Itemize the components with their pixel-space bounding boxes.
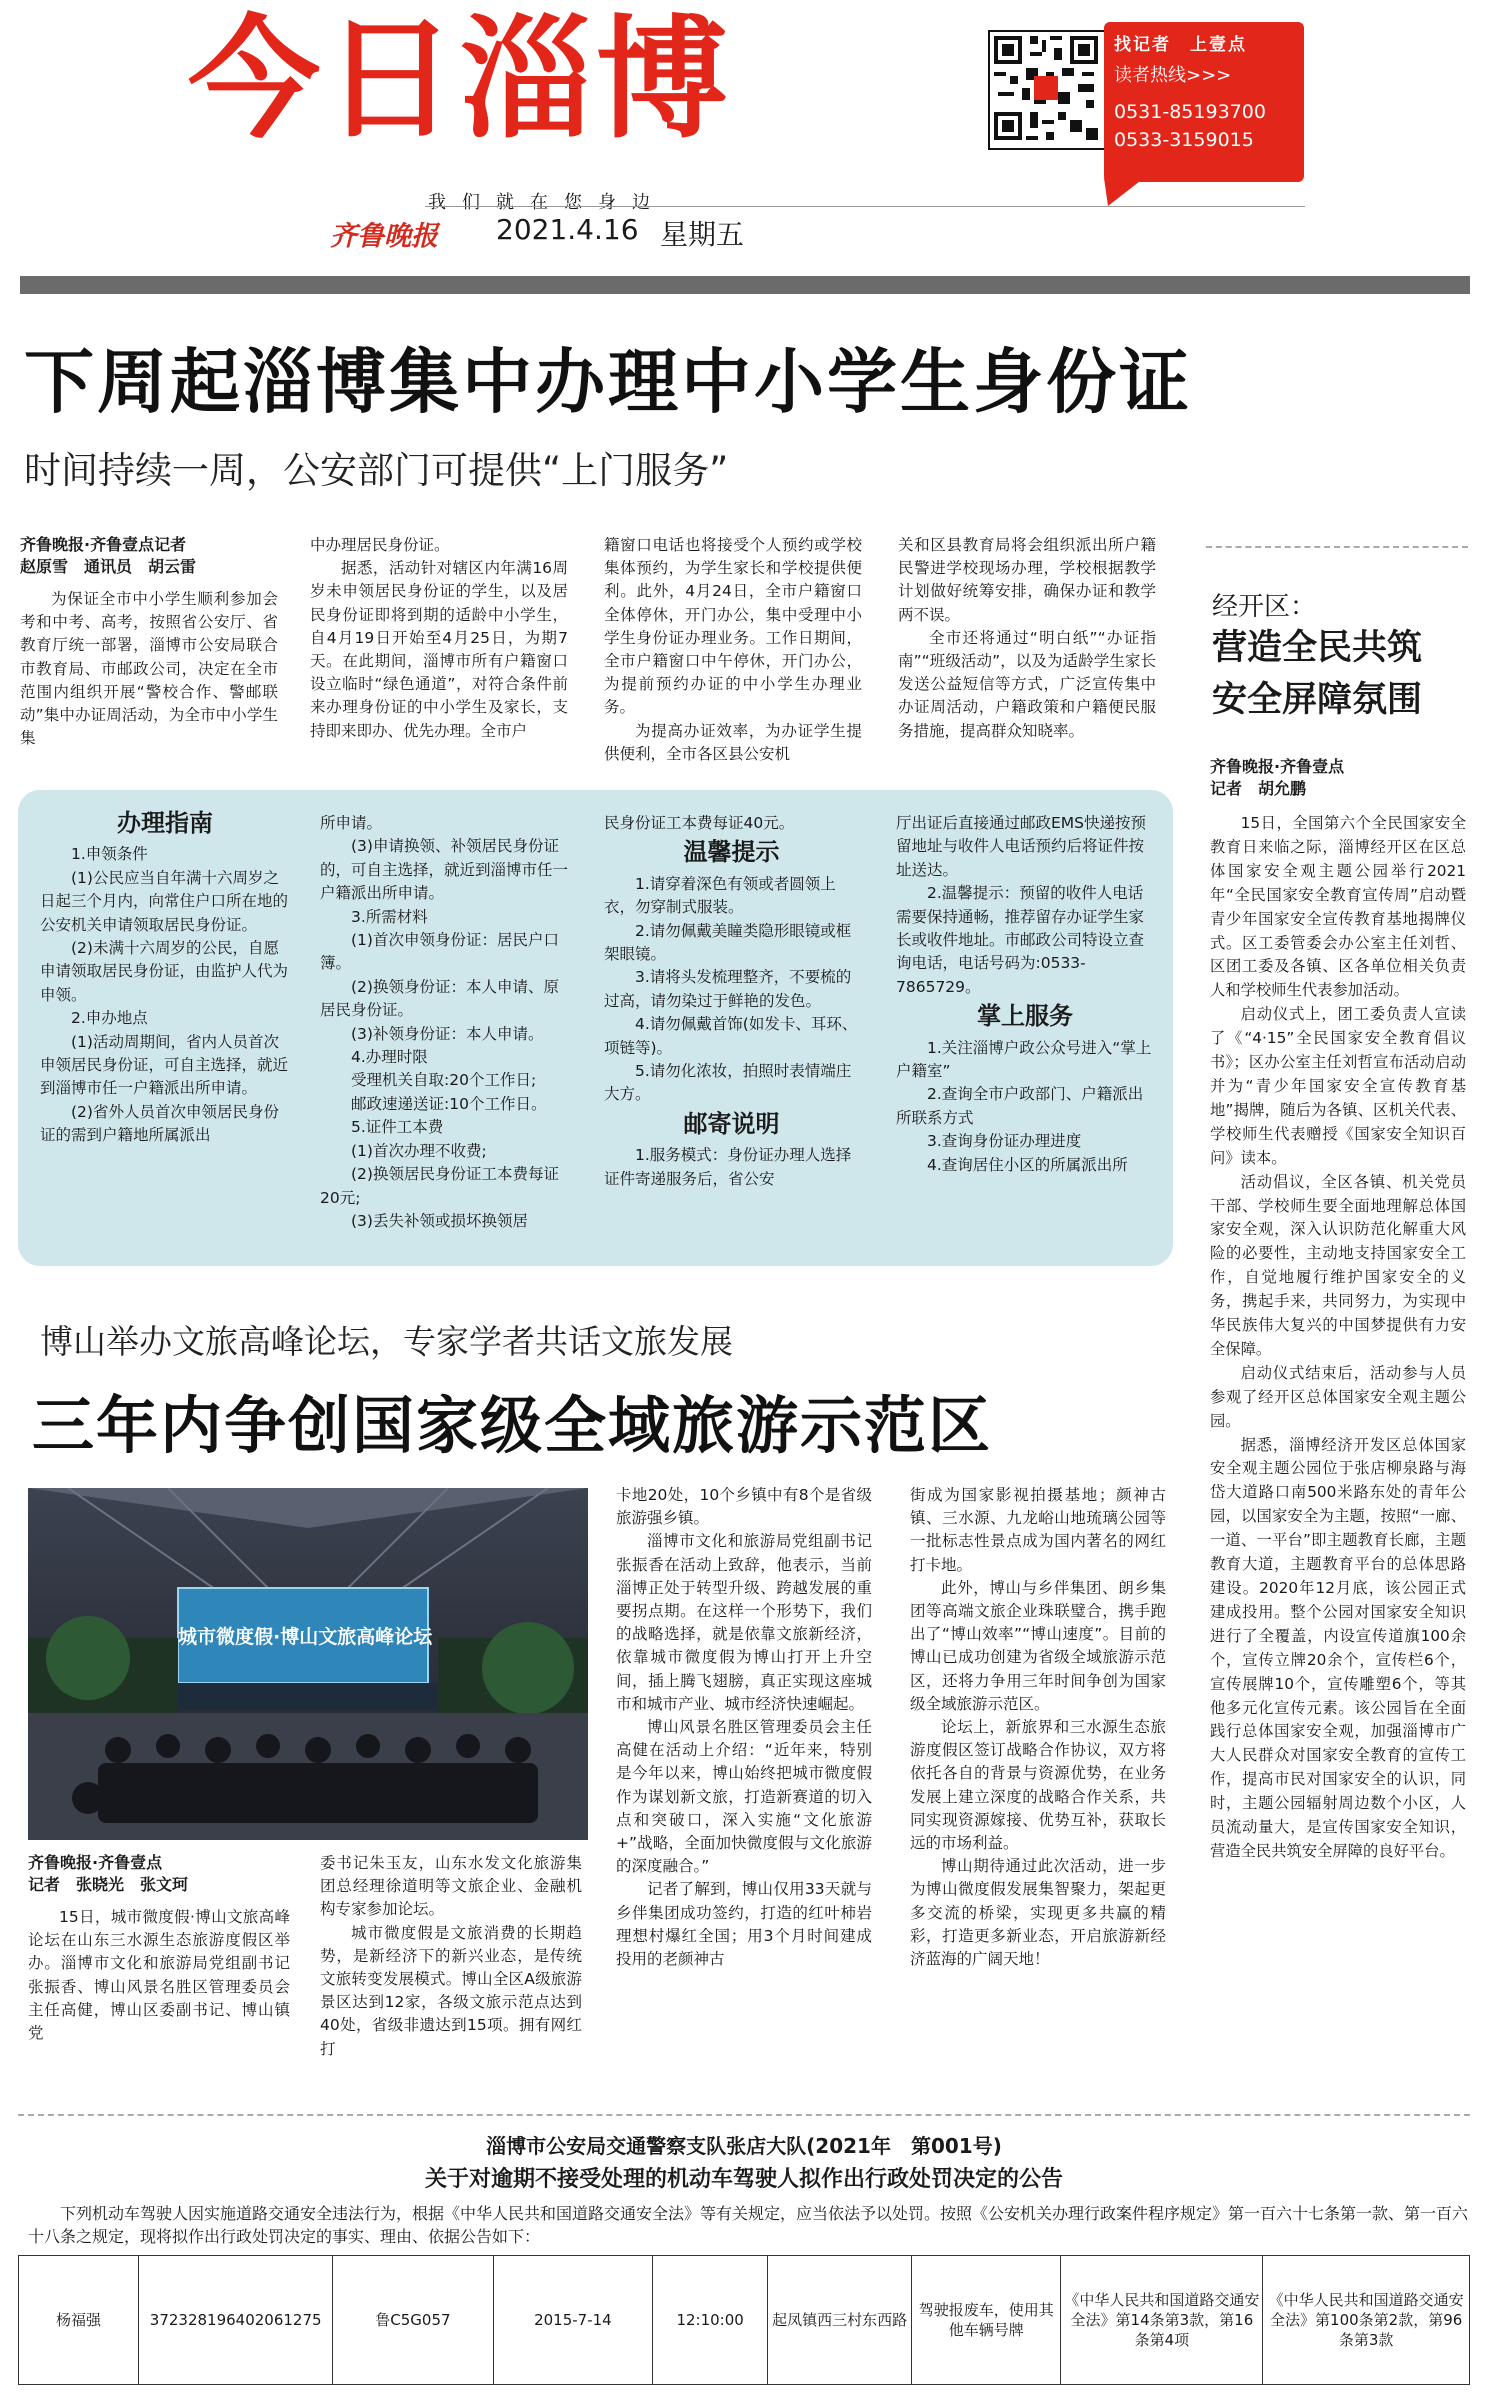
contact-phone-1[interactable]: 0531-85193700 bbox=[1114, 101, 1266, 123]
masthead-title: 今日淄博 bbox=[188, 3, 732, 157]
guide-line: (2)未满十六周岁的公民，自愿申请领取居民身份证，由监护人代为申领。 bbox=[40, 939, 289, 1004]
table-cell: 372328196402061275 bbox=[139, 2256, 333, 2385]
main-paragraph: 全市还将通过“明白纸”“办证指南”“班级活动”，以及为适龄学生家长发送公益短信等方式，广泛宣传集中办证周活动，户籍政策和户籍便民服务措施，提高群众知晓率。 bbox=[898, 628, 1156, 740]
main-col-3 bbox=[604, 534, 862, 766]
forum-photo-banner: 城市微度假·博山文旅高峰论坛 bbox=[178, 1626, 433, 1648]
guide-col-3 bbox=[604, 812, 859, 1191]
main-byline-2: 赵原雪 通讯员 胡云雷 bbox=[20, 557, 197, 576]
sidebar-paragraph: 启动仪式结束后，活动参与人员参观了经开区总体国家安全观主题公园。 bbox=[1210, 1363, 1466, 1430]
main-col-2 bbox=[310, 534, 568, 743]
main-paragraph: 为保证全市中小学生顺利参加会考和中考、高考，按照省公安厅、省教育厅统一部署，淄博市公安局联合市教育局、市邮政公司，决定在全市范围内组织开展“警校合作、警邮联动”集中办证周活动，为全市中小学生集 bbox=[20, 590, 278, 748]
sidebar-byline-2: 记者 胡允鹏 bbox=[1210, 779, 1307, 798]
guide-line: (1)活动周期间，省内人员首次申领居民身份证，可自主选择，就近到淄博市任一户籍派出所申请。 bbox=[40, 1032, 289, 1098]
sidebar-paragraph: 15日，全国第六个全民国家安全教育日来临之际，淄博经开区在区总体国家安全观主题公园举行2021年“全民国家安全教育宣传周”启动暨青少年国家安全宣传教育基地揭牌仪式。区工委管委会办公室主任刘哲、区团工委及各镇、区各单位相关负责人和学校师生代表参加活动。 bbox=[1210, 814, 1466, 1000]
sidebar-paragraph: 据悉，淄博经济开发区总体国家安全观主题公园位于张店柳泉路与海岱大道路口南500米路东处的青年公园，以国家安全为主题，按照“一廊、一道、一平台”即主题教育长廊，主题教育大道，主题教育平台的总体思路建设。2020年12月底，该公园正式建成投用。整个公园对国家安全知识进行了全覆盖，内设宣传道旗100余个，宣传立牌20余个，宣传栏6个，宣传展牌10个，宣传雕塑6个，等其他多元化宣传元素。该公园旨在全面践行总体国家安全观，加强淄博市广大人民群众对国家安全教育的宣传工作，提高市民对国家安全的认识，同时，主题公园辐射周边数个小区，人员流动量大，是宣传国家安全知识，营造全民共筑安全屏障的良好平台。 bbox=[1210, 1435, 1466, 1860]
main-headline: 下周起淄博集中办理中小学生身份证 bbox=[24, 341, 1192, 423]
guide-line: 所申请。 bbox=[320, 814, 383, 832]
guide-line: (3)申请换领、补领居民身份证的，可自主选择，就近到淄博市任一户籍派出所申请。 bbox=[320, 837, 569, 903]
table-cell: 《中华人民共和国道路交通安全法》第100条第2款，第96条第3款 bbox=[1263, 2256, 1470, 2385]
table-cell: 驾驶报废车，使用其他车辆号牌 bbox=[912, 2256, 1061, 2385]
notice-title-2: 关于对逾期不接受处理的机动车驾驶人拟作出行政处罚决定的公告 bbox=[424, 2167, 1063, 2192]
guide-line: 2.申办地点 bbox=[71, 1009, 148, 1028]
guide-line: 2.请勿佩戴美瞳类隐形眼镜或框架眼镜。 bbox=[604, 921, 852, 964]
sidebar-article bbox=[1210, 756, 1466, 1864]
second-col-1 bbox=[28, 1852, 290, 2045]
issue-date: 2021.4.16 bbox=[496, 213, 639, 246]
guide-line: 4.请勿佩戴首饰(如发卡、耳环、项链等)。 bbox=[604, 1015, 858, 1057]
guide-line: 3.所需材料 bbox=[351, 907, 428, 926]
table-cell: 《中华人民共和国道路交通安全法》第14条第3款，第16条第4项 bbox=[1061, 2256, 1263, 2385]
guide-line: 3.查询身份证办理进度 bbox=[927, 1132, 1082, 1151]
guide-line: (2)省外人员首次申领居民身份证的需到户籍地所属派出 bbox=[40, 1102, 279, 1145]
second-headline: 三年内争创国家级全域旅游示范区 bbox=[32, 1389, 993, 1462]
issue-weekday: 星期五 bbox=[660, 218, 745, 251]
forum-photo-graphic bbox=[28, 1488, 588, 1840]
tips-title: 温馨提示 bbox=[683, 838, 780, 867]
sidebar-paragraph: 活动倡议，全区各镇、机关党员干部、学校师生要全面地理解总体国家安全观，深入认识防范化解重大风险的必要性，主动地支持国家安全工作，自觉地履行维护国家安全的义务，携起手来，共同努力，为实现中华民族伟大复兴的中国梦提供有力安全保障。 bbox=[1210, 1172, 1466, 1358]
table-cell: 起凤镇西三村东西路 bbox=[768, 2256, 912, 2385]
main-paragraph: 中办理居民身份证。 bbox=[310, 536, 450, 554]
guide-line: (1)首次申领身份证：居民户口簿。 bbox=[320, 931, 559, 973]
contact-box bbox=[1104, 22, 1304, 182]
sidebar-byline-1: 齐鲁晚报·齐鲁壹点 bbox=[1210, 757, 1345, 776]
guide-line: 1.服务模式：身份证办理人选择证件寄递服务后，省公安 bbox=[604, 1146, 852, 1188]
second-paragraph: 淄博市文化和旅游局党组副书记张振香在活动上致辞，他表示，当前淄博正处于转型升级、跨越发展的重要拐点期。在这样一个形势下，我们的战略选择，就是依靠文旅新经济，依靠城市微度假为博山打开上升空间，插上腾飞翅膀，真正实现这座城市和城市产业、城市经济快速崛起。 bbox=[616, 1532, 872, 1713]
notice-body: 下列机动车驾驶人因实施道路交通安全违法行为，根据《中华人民共和国道路交通安全法》等有关规定，应当依法予以处罚。按照《公安机关办理行政案件程序规定》第一百六十七条第一款、第一百六十八条之规定，现将拟作出行政处罚决定的事实、理由、依据公告如下： bbox=[28, 2204, 1469, 2246]
speech-tail-icon bbox=[1104, 178, 1144, 208]
sidebar-title-line-2: 安全屏障氛围 bbox=[1212, 680, 1423, 720]
guide-line: 受理机关自取:20个工作日; bbox=[351, 1071, 537, 1090]
second-col-4 bbox=[910, 1484, 1166, 1971]
table-cell: 鲁C5G057 bbox=[333, 2256, 493, 2385]
main-paragraph: 关和区县教育局将会组织派出所户籍民警进学校现场办理，学校根据教学计划做好统筹安排，确保办证和教学两不误。 bbox=[898, 536, 1156, 624]
second-paragraph: 此外，博山与乡伴集团、朗乡集团等高端文旅企业珠联璧合，携手跑出了“博山效率”“博山速度”。目前的博山已成功创建为省级全域旅游示范区，还将力争用三年时间争创为国家级全域旅游示范区。 bbox=[910, 1578, 1166, 1713]
guide-line: (3)丢失补领或损坏换领居 bbox=[351, 1211, 528, 1230]
second-paragraph: 委书记朱玉友，山东水发文化旅游集团总经理徐道明等文旅企业、金融机构专家参加论坛。 bbox=[320, 1854, 582, 1919]
contact-phone-2[interactable]: 0533-3159015 bbox=[1114, 129, 1254, 151]
service-title: 掌上服务 bbox=[977, 1002, 1073, 1031]
main-paragraph: 为提高办证效率，为办证学生提供便利，全市各区县公安机 bbox=[604, 721, 862, 763]
paper-logo: 齐鲁晚报 bbox=[330, 221, 438, 252]
guide-line: (1)首次办理不收费; bbox=[351, 1141, 487, 1160]
main-byline-1: 齐鲁晚报·齐鲁壹点记者 bbox=[20, 535, 187, 554]
guide-line: 5.证件工本费 bbox=[351, 1118, 444, 1137]
main-paragraph: 据悉，活动针对辖区内年满16周岁未申领居民身份证的学生，以及居民身份证即将到期的适龄中小学生，自4月19日开始至4月25日，为期7天。在此期间，淄博市所有户籍窗口设立临时“绿色通道”，对符合条件前来办理身份证的中小学生及家长，支持即来即办、优先办理。全市户 bbox=[310, 559, 568, 740]
notice-title-1: 淄博市公安局交通警察支队张店大队(2021年 第001号) bbox=[486, 2134, 1002, 2158]
sidebar-title bbox=[1212, 622, 1422, 726]
guide-line: 厅出证后直接通过邮政EMS快递按预留地址与收件人电话预约后将证件按址送达。 bbox=[896, 814, 1147, 879]
table-cell: 2015-7-14 bbox=[493, 2256, 653, 2385]
second-paragraph: 博山风景名胜区管理委员会主任高健在活动上介绍：“近年来，特别是今年以来，博山始终把城市微度假作为谋划新文旅，打造新赛道的切入点和突破口，深入实施“文化旅游+”战略，全面加快微度假与文化旅游的深度融合。” bbox=[616, 1718, 872, 1876]
second-col-2 bbox=[320, 1852, 582, 2061]
second-byline-1: 齐鲁晚报·齐鲁壹点 bbox=[28, 1853, 163, 1872]
guide-line: 1.关注淄博户政公众号进入“掌上户籍室” bbox=[896, 1038, 1152, 1081]
notice-table bbox=[18, 2255, 1470, 2385]
guide-line: 民身份证工本费每证40元。 bbox=[604, 814, 795, 832]
contact-line-2: 读者热线>>> bbox=[1114, 65, 1232, 86]
sidebar-rule bbox=[1206, 546, 1468, 548]
main-col-4 bbox=[898, 534, 1156, 743]
second-paragraph: 论坛上，新旅界和三水源生态旅游度假区签订战略合作协议，双方将依托各自的背景与资源优势，在业务发展上建立深度的战略合作关系，共同实现资源嫁接、优势互补，获取长远的市场利益。 bbox=[910, 1718, 1166, 1853]
second-col-3 bbox=[616, 1484, 872, 1971]
second-kicker: 博山举办文旅高峰论坛，专家学者共话文旅发展 bbox=[40, 1322, 733, 1361]
main-col-1 bbox=[20, 534, 278, 750]
guide-line: 1.申领条件 bbox=[71, 845, 148, 864]
guide-line: 邮政速递送证:10个工作日。 bbox=[351, 1094, 547, 1113]
main-paragraph: 籍窗口电话也将接受个人预约或学校集体预约，为学生家长和学校提供便利。此外，4月24日，全市户籍窗口全体停休，开门办公，集中受理中小学生身份证办理业务。工作日期间，全市户籍窗口中午停休，开门办公，为提前预约办证的中小学生办理业务。 bbox=[604, 536, 862, 717]
table-cell: 杨福强 bbox=[19, 2256, 139, 2385]
qr-code-graphic bbox=[990, 32, 1102, 144]
second-byline-2: 记者 张晓光 张文珂 bbox=[28, 1875, 189, 1894]
table-row bbox=[19, 2256, 1470, 2385]
guide-title: 办理指南 bbox=[117, 809, 213, 837]
forum-photo bbox=[28, 1488, 588, 1840]
guide-line: 2.温馨提示：预留的收件人电话需要保持通畅，推荐留存办证学生家长或收件地址。市邮政公司特设立查询电话，电话号码为:0533-7865729。 bbox=[896, 884, 1145, 996]
guide-line: (2)换领居民身份证工本费每证20元; bbox=[320, 1165, 559, 1207]
masthead-bar bbox=[20, 276, 1470, 294]
guide-line: 4.办理时限 bbox=[351, 1048, 428, 1067]
second-paragraph: 博山期待通过此次活动，进一步为博山微度假发展集智聚力，架起更多交流的桥梁，实现更多共赢的精彩，打造更多新业态，开启旅游新经济蓝海的广阔天地！ bbox=[910, 1857, 1166, 1969]
guide-col-4 bbox=[896, 812, 1154, 1177]
table-cell: 12:10:00 bbox=[653, 2256, 768, 2385]
guide-line: (1)公民应当自年满十六周岁之日起三个月内，向常住户口所在地的公安机关申请领取居民身份证。 bbox=[40, 868, 289, 934]
notice-rule bbox=[18, 2114, 1470, 2116]
second-paragraph: 记者了解到，博山仅用33天就与乡伴集团成功签约，打造的红叶柿岩理想村爆红全国；用3个月时间建成投用的老颜神古 bbox=[616, 1880, 872, 1969]
guide-col-2 bbox=[320, 812, 572, 1233]
mail-title: 邮寄说明 bbox=[683, 1109, 780, 1138]
second-paragraph: 15日，城市微度假·博山文旅高峰论坛在山东三水源生态旅游度假区举办。淄博市文化和旅游局党组副书记张振香、博山风景名胜区管理委员会主任高健，博山区委副书记、博山镇党 bbox=[28, 1908, 290, 2043]
sidebar-kicker: 经开区： bbox=[1212, 592, 1317, 622]
contact-line-1: 找记者 上壹点 bbox=[1114, 35, 1247, 55]
guide-line: 4.查询居住小区的所属派出所 bbox=[927, 1155, 1128, 1174]
sidebar-title-line-1: 营造全民共筑 bbox=[1212, 628, 1423, 668]
masthead-rule bbox=[425, 206, 1305, 207]
second-paragraph: 街成为国家影视拍摄基地；颜神古镇、三水源、九龙峪山地琉璃公园等一批标志性景点成为国内著名的网红打卡地。 bbox=[910, 1486, 1166, 1574]
guide-line: 2.查询全市户政部门、户籍派出所联系方式 bbox=[896, 1085, 1144, 1127]
second-paragraph: 城市微度假是文旅消费的长期趋势，是新经济下的新兴业态，是传统文旅转变发展模式。博山全区A级旅游景区达到12家，各级文旅示范点达到40处，省级非遗达到15项。拥有网红打 bbox=[320, 1923, 582, 2058]
masthead-slogan: 我们就在您身边 bbox=[428, 192, 666, 213]
sidebar-paragraph: 启动仪式上，团工委负责人宣读了《“4·15”全民国家安全教育倡议书》；区办公室主任刘哲宣布活动启动并为“青少年国家安全宣传教育基地”揭牌，随后为各镇、区机关代表、学校师生代表赠授《国家安全知识百问》读本。 bbox=[1210, 1005, 1466, 1167]
guide-line: 1.请穿着深色有领或者圆领上衣，勿穿制式服装。 bbox=[604, 874, 836, 917]
guide-line: (2)换领身份证：本人申请、原居民身份证。 bbox=[320, 977, 559, 1020]
guide-line: (3)补领身份证：本人申请。 bbox=[351, 1024, 544, 1043]
guide-line: 5.请勿化浓妆，拍照时表情端庄大方。 bbox=[604, 1062, 852, 1104]
guide-col-1 bbox=[40, 806, 290, 1148]
main-subhead: 时间持续一周，公安部门可提供“上门服务” bbox=[24, 449, 729, 492]
second-paragraph: 卡地20处，10个乡镇中有8个是省级旅游强乡镇。 bbox=[616, 1486, 872, 1528]
qr-code-icon[interactable] bbox=[988, 30, 1108, 150]
guide-line: 3.请将头发梳理整齐，不要梳的过高，请勿染过于鲜艳的发色。 bbox=[604, 968, 852, 1010]
